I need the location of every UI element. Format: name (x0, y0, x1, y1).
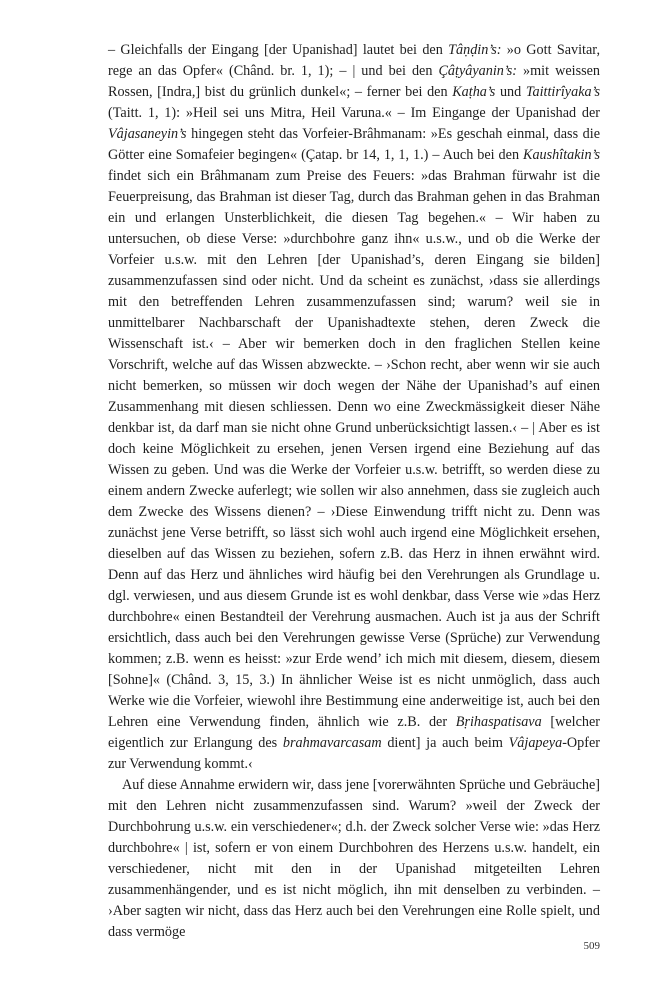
text-run: -Opfer zur Verwendung kommt.‹ (108, 735, 601, 772)
italic-term: Kaushîtakin’s (523, 147, 600, 163)
text-run: – Gleichfalls der Eingang [der Upanishad] lautet bei den (108, 42, 449, 58)
text-run: findet sich ein Brâhmanam zum Preise des Feuers: »das Brahman fürwahr ist die Feuerpreisung, das Brahman ist dieser Tag, durch das Brahman gehen in das Brahman ein und erlangen Unsterblichkeit, die diesen Tag begehen.« – Wir haben zu untersuchen, ob diese Verse: »durchbohre ganz ihn« u.s.w., und ob die Werke der Vorfeier u.s.w. mit den Lehren [der Upanishad’s, deren Eingang sie bilden] zusammenzufassen sind oder nicht. Und da scheint es zunächst, ›dass sie allerdings mit den betreffenden Lehren zusammenzufassen sind; warum? weil sie in unmittelbarer Nachbarschaft der Upanishadtexte stehen, deren Zweck die Wissenschaft ist.‹ – Aber wir bemerken doch in den fraglichen Stellen keine Vorschrift, welche auf das Wissen abzweckte. – ›Schon recht, aber wenn wir sie auch nicht bemerken, so müssen wir doch wegen der Nähe der Upanishad’s auf einen Zusammenhang mit diesen schliessen. Denn wo eine Zweckmässigkeit dieser Nähe denkbar ist, da darf man sie nicht ohne Grund unberücksichtigt lassen.‹ – | Aber es ist doch keine Möglichkeit zu ersehen, jenen Versen irgend eine Beziehung auf das Wissen zu geben. Und was die Werke der Vorfeier u.s.w. betrifft, so werden diese zu einem andern Zwecke auferlegt; wie sollen wir also annehmen, dass sie zugleich auch dem Zwecke des Wissens dienen? – ›Diese Einwendung trifft nicht zu. Denn was zunächst jene Verse betrifft, so lässt sich wohl auch irgend eine Möglichkeit ersehen, dieselben auf das Wissen zu beziehen, sofern z.B. das Herz in ihnen erwähnt wird. Denn auf das Herz und ähnliches wird häufig bei den Verehrungen als Grundlage u. dgl. verwiesen, und aus diesem Grunde ist es wohl denkbar, dass Verse wie »das Herz durchbohre« einen Bestandteil der Verehrung ausmachen. Auch ist ja aus der Schrift ersichtlich, dass auch bei den Verehrungen gewisse Verse (Sprüche) zur Verwendung kommen; z.B. wenn es heisst: »zur Erde wend’ ich mich mit diesem, diesem, diesem [Sohne]« (Chând. 3, 15, 3.) In ähnlicher Weise ist es nicht unmöglich, dass auch Werke wie die Vorfeier, wiewohl ihre Bestimmung eine anderweitige ist, auch bei den Lehren eine Verwendung finden, ähnlich wie z.B. der (108, 168, 600, 730)
text-run: [welcher eigentlich zur Erlangung des (108, 714, 601, 751)
italic-term: Vâjapeya (508, 735, 563, 751)
text-run: hingegen steht das Vorfeier-Brâhmanam: »Es geschah einmal, dass die Götter eine Somafeier begingen« (Çatap. br 14, 1, 1, 1.) – Auch bei den (108, 126, 600, 163)
italic-term: brahmavarcasam (282, 735, 382, 751)
text-run: und (495, 84, 526, 100)
italic-term: Taittirîyaka’s (525, 84, 600, 100)
italic-term: Vâjasaneyin’s (108, 126, 187, 142)
paragraph-1 (108, 40, 600, 775)
text-run: »o Gott Savitar, rege an das Opfer« (Chând. br. 1, 1); – | und bei den (108, 42, 600, 79)
italic-term: Bṛihaspatisava (455, 714, 542, 730)
text-run: »mit weissen Rossen, [Indra,] bist du grünlich dunkel«; – ferner bei den (108, 63, 600, 100)
text-run: (Taitt. 1, 1): »Heil sei uns Mitra, Heil Varuna.« – Im Eingange der Upanishad der (108, 105, 600, 121)
page-number: 509 (583, 940, 600, 952)
italic-term: Kaṭha’s (452, 84, 496, 100)
italic-term: Çâṭyâyanin’s: (438, 63, 518, 79)
main-text (108, 40, 600, 943)
italic-term: Tâṇḍin’s: (448, 42, 502, 58)
paragraph-2 (108, 775, 600, 943)
text-run: Auf diese Annahme erwidern wir, dass jene [vorerwähnten Sprüche und Gebräuche] mit den Lehren nicht zusammenzufassen sind. Warum? »weil der Zweck der Durchbohrung u.s.w. ein verschiedener«; d.h. der Zweck solcher Verse wie: »das Herz durchbohre« | ist, sofern er von einem Durchbohren des Herzens u.s.w. handelt, ein verschiedener, nicht mit den in der Upanishad mitgeteilten Lehren zusammenhängender, und es ist nicht möglich, ihn mit denselben zu verbinden. – ›Aber sagten wir nicht, dass das Herz auch bei den Verehrungen eine Rolle spielt, und dass vermöge (108, 777, 600, 940)
text-run: dient] ja auch beim (381, 735, 509, 751)
